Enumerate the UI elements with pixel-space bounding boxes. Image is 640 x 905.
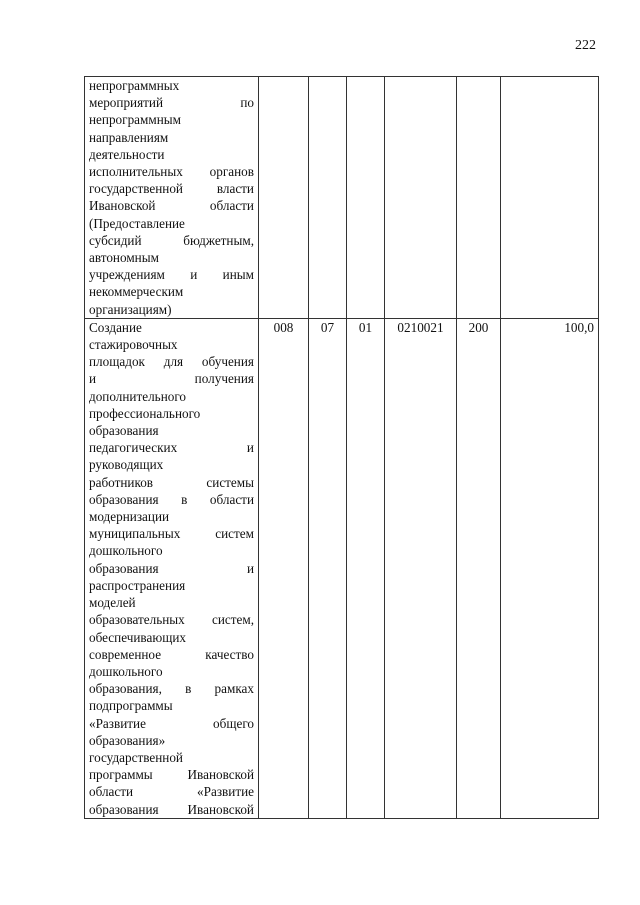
item-name-line: деятельности [89, 146, 165, 162]
budget-table [84, 76, 599, 819]
item-name-line: образования, в рамках [89, 681, 254, 697]
item-name-line: педагогических и [89, 440, 254, 456]
item-name-line: руководящих [89, 457, 164, 473]
item-name-line: (Предоставление [89, 215, 185, 231]
item-name-line: профессионального [89, 405, 201, 421]
item-name-line: образования и [89, 560, 254, 576]
amount-cell: 100,0 [501, 318, 599, 818]
item-name-line: образования [89, 423, 159, 439]
table-body [85, 77, 599, 819]
expense-type-cell [457, 77, 501, 319]
item-name-line: обеспечивающих [89, 629, 186, 645]
item-name-line: подпрограммы [89, 698, 173, 714]
item-name-line: организациям) [89, 301, 172, 317]
item-name-line: государственной власти [89, 181, 254, 197]
table-row [85, 318, 599, 818]
section-code-cell: 07 [309, 318, 347, 818]
subsection-code-cell [347, 77, 385, 319]
item-name-line: и получения [89, 371, 254, 387]
item-name-line: дошкольного [89, 543, 163, 559]
item-name-line: направлениям [89, 129, 169, 145]
item-name-cell [85, 77, 259, 319]
item-name-line: Создание [89, 319, 142, 335]
item-name-line: муниципальных систем [89, 526, 254, 542]
item-name-line: образования» [89, 732, 166, 748]
section-code-cell [309, 77, 347, 319]
item-name-line: площадок для обучения [89, 354, 254, 370]
item-name-line: «Развитие общего [89, 715, 254, 731]
item-name-line: автономным [89, 250, 159, 266]
item-name-line: моделей [89, 595, 136, 611]
item-name-line: учреждениям и иным [89, 267, 254, 283]
item-name-line: некоммерческим [89, 284, 184, 300]
item-name-cell [85, 318, 259, 818]
item-name-line: Ивановской области [89, 198, 254, 214]
item-name-line: распространения [89, 577, 186, 593]
item-name-line: образования Ивановской [89, 801, 254, 817]
page-number: 222 [575, 38, 596, 53]
target-article-cell [385, 77, 457, 319]
expense-type-cell: 200 [457, 318, 501, 818]
item-name-line: непрограммных [89, 78, 180, 93]
amount-cell [501, 77, 599, 319]
item-name-line: образования в области [89, 491, 254, 507]
item-name-line: модернизации [89, 509, 170, 525]
item-name-line: стажировочных [89, 337, 178, 353]
item-name-line: образовательных систем, [89, 612, 254, 628]
item-name-line: дошкольного [89, 663, 163, 679]
ministry-code-cell: 008 [259, 318, 309, 818]
item-name-line: современное качество [89, 646, 254, 662]
item-name-line: дополнительного [89, 388, 187, 404]
table-row [85, 77, 599, 319]
item-name-line: субсидий бюджетным, [89, 232, 254, 248]
item-name-line: области «Развитие [89, 784, 254, 800]
subsection-code-cell: 01 [347, 318, 385, 818]
target-article-cell: 0210021 [385, 318, 457, 818]
ministry-code-cell [259, 77, 309, 319]
item-name-line: исполнительных органов [89, 164, 254, 180]
item-name-line: мероприятий по [89, 95, 254, 111]
item-name-line: работников системы [89, 474, 254, 490]
item-name-line: государственной [89, 749, 183, 765]
item-name-line: непрограммным [89, 112, 181, 128]
item-name-line: программы Ивановской [89, 767, 254, 783]
